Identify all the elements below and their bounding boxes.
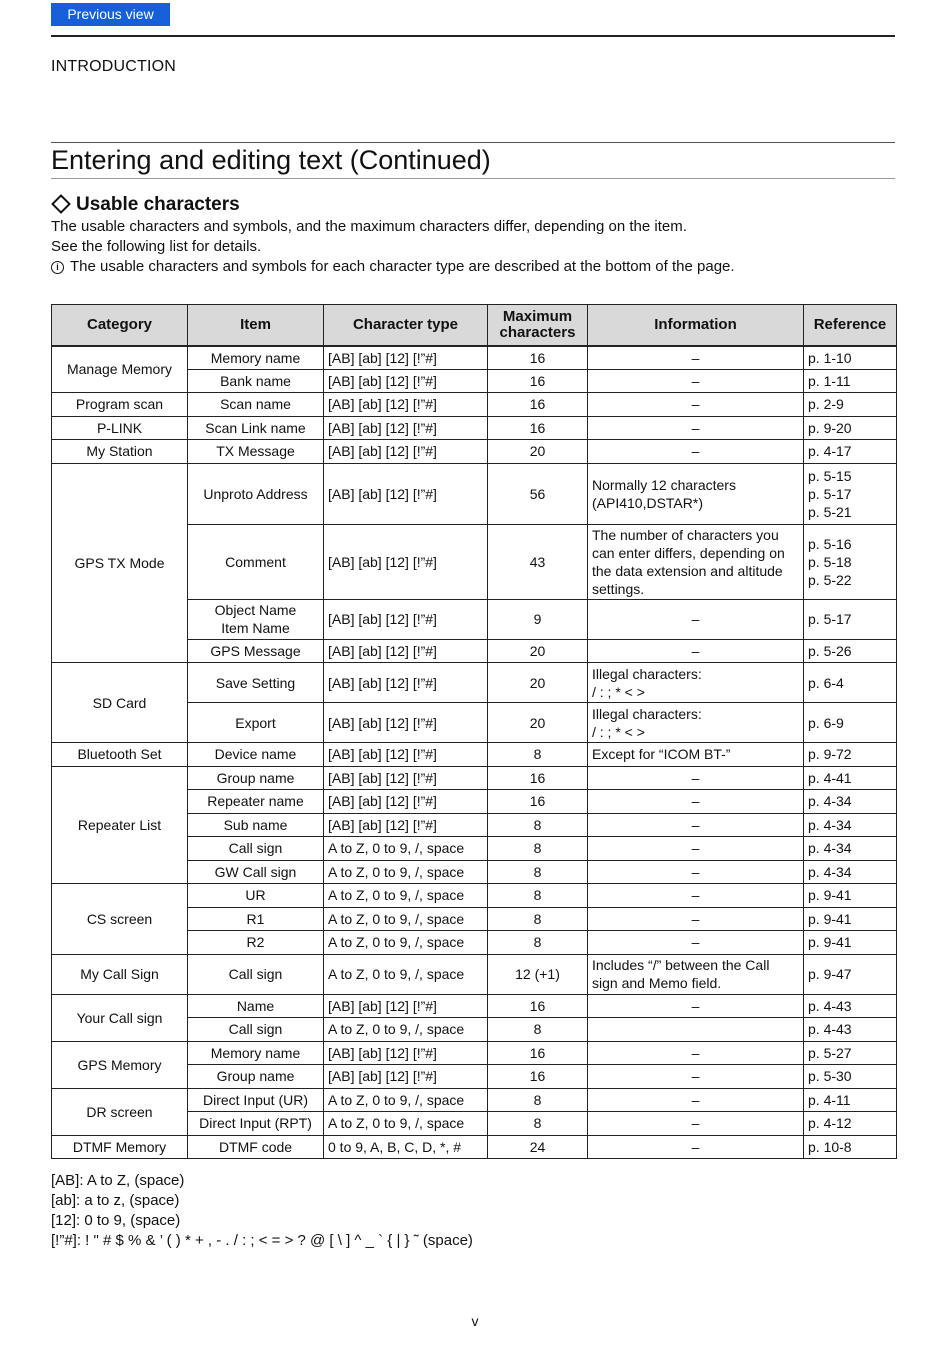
reference-cell-line: p. 5-17 bbox=[808, 485, 852, 502]
intro-note bbox=[51, 258, 735, 275]
reference-cell: p. 9-41 bbox=[804, 907, 897, 931]
character-type-cell: [AB] [ab] [12] [!”#] bbox=[324, 599, 488, 639]
character-type-cell: [AB] [ab] [12] [!”#] bbox=[324, 346, 488, 370]
information-cell-line: Normally 12 characters bbox=[592, 476, 736, 493]
table-row bbox=[52, 463, 897, 524]
item-cell: TX Message bbox=[188, 440, 324, 464]
usable-characters-table bbox=[51, 304, 897, 1159]
reference-cell: p. 4-17 bbox=[804, 440, 897, 464]
table-row bbox=[52, 1041, 897, 1065]
max-characters-cell: 8 bbox=[488, 837, 588, 861]
information-cell: – bbox=[588, 440, 804, 464]
information-cell: – bbox=[588, 766, 804, 790]
table-row bbox=[52, 743, 897, 767]
character-type-cell: A to Z, 0 to 9, /, space bbox=[324, 1088, 488, 1112]
information-cell-line: Illegal characters: bbox=[592, 705, 702, 722]
information-cell-line: The number of characters you bbox=[592, 526, 779, 543]
item-cell: Sub name bbox=[188, 813, 324, 837]
reference-cell: p. 5-17 bbox=[804, 599, 897, 639]
category-cell: Manage Memory bbox=[52, 346, 188, 393]
information-cell: – bbox=[588, 790, 804, 814]
max-characters-cell: 8 bbox=[488, 907, 588, 931]
reference-cell-line: p. 5-18 bbox=[808, 553, 852, 570]
category-cell: Repeater List bbox=[52, 766, 188, 884]
category-cell: DTMF Memory bbox=[52, 1135, 188, 1159]
info-icon: i bbox=[51, 261, 64, 274]
category-cell: GPS TX Mode bbox=[52, 463, 188, 663]
max-characters-cell: 8 bbox=[488, 931, 588, 955]
max-characters-cell: 8 bbox=[488, 743, 588, 767]
reference-cell: p. 4-34 bbox=[804, 837, 897, 861]
reference-cell: p. 1-10 bbox=[804, 346, 897, 370]
reference-cell-line: p. 5-16 bbox=[808, 535, 852, 552]
character-type-cell: [AB] [ab] [12] [!”#] bbox=[324, 663, 488, 703]
information-cell: – bbox=[588, 994, 804, 1018]
item-cell: Scan Link name bbox=[188, 416, 324, 440]
information-cell: – bbox=[588, 907, 804, 931]
information-cell: – bbox=[588, 393, 804, 417]
information-cell-line: settings. bbox=[592, 580, 645, 597]
information-cell: – bbox=[588, 931, 804, 955]
item-cell: Call sign bbox=[188, 954, 324, 994]
information-cell: – bbox=[588, 837, 804, 861]
category-cell: My Call Sign bbox=[52, 954, 188, 994]
information-cell: – bbox=[588, 416, 804, 440]
table-header-row bbox=[52, 305, 897, 346]
information-cell-line: can enter differs, depending on bbox=[592, 544, 785, 561]
information-cell: – bbox=[588, 1135, 804, 1159]
legend-line: [!”#]: ! " # $ % & ’ ( ) * + , - . / : ; < = > ? @ [ \ ] ^ _ ` { | } ˜ (space) bbox=[51, 1232, 473, 1249]
max-characters-cell: 16 bbox=[488, 346, 588, 370]
information-cell: – bbox=[588, 599, 804, 639]
reference-cell: p. 2-9 bbox=[804, 393, 897, 417]
table-row bbox=[52, 416, 897, 440]
max-characters-cell: 8 bbox=[488, 813, 588, 837]
item-cell: GPS Message bbox=[188, 639, 324, 663]
information-cell bbox=[588, 954, 804, 994]
item-cell: Call sign bbox=[188, 837, 324, 861]
max-characters-cell: 8 bbox=[488, 860, 588, 884]
col-header-character-type: Character type bbox=[324, 305, 488, 346]
reference-cell: p. 9-47 bbox=[804, 954, 897, 994]
reference-cell: p. 1-11 bbox=[804, 369, 897, 393]
reference-cell: p. 5-27 bbox=[804, 1041, 897, 1065]
category-cell: DR screen bbox=[52, 1088, 188, 1135]
information-cell bbox=[588, 663, 804, 703]
information-cell-line: the data extension and altitude bbox=[592, 562, 783, 579]
col-header-reference: Reference bbox=[804, 305, 897, 346]
character-type-cell: [AB] [ab] [12] [!”#] bbox=[324, 1041, 488, 1065]
item-cell: Group name bbox=[188, 1065, 324, 1089]
information-cell-line: (API410,DSTAR*) bbox=[592, 494, 703, 511]
max-characters-cell: 16 bbox=[488, 393, 588, 417]
reference-cell: p. 6-4 bbox=[804, 663, 897, 703]
reference-cell: p. 4-41 bbox=[804, 766, 897, 790]
max-characters-cell: 12 (+1) bbox=[488, 954, 588, 994]
character-type-cell: [AB] [ab] [12] [!”#] bbox=[324, 994, 488, 1018]
character-type-cell: A to Z, 0 to 9, /, space bbox=[324, 954, 488, 994]
information-cell bbox=[588, 703, 804, 743]
reference-cell: p. 10-8 bbox=[804, 1135, 897, 1159]
reference-cell: p. 4-34 bbox=[804, 790, 897, 814]
table-row bbox=[52, 884, 897, 908]
item-cell: Bank name bbox=[188, 369, 324, 393]
col-header-maximum-characters: Maximum characters bbox=[488, 305, 588, 346]
max-characters-cell: 16 bbox=[488, 369, 588, 393]
information-cell: – bbox=[588, 884, 804, 908]
reference-cell: p. 4-11 bbox=[804, 1088, 897, 1112]
item-cell: Name bbox=[188, 994, 324, 1018]
information-cell-line: / : ; * < > bbox=[592, 683, 645, 700]
character-type-cell: A to Z, 0 to 9, /, space bbox=[324, 931, 488, 955]
item-cell: Unproto Address bbox=[188, 463, 324, 524]
character-type-cell: [AB] [ab] [12] [!”#] bbox=[324, 813, 488, 837]
item-cell: Call sign bbox=[188, 1018, 324, 1042]
character-type-cell: A to Z, 0 to 9, /, space bbox=[324, 907, 488, 931]
diamond-bullet-icon bbox=[51, 194, 71, 214]
max-characters-cell: 8 bbox=[488, 1088, 588, 1112]
category-cell: Program scan bbox=[52, 393, 188, 417]
item-cell-line: Object Name bbox=[214, 602, 297, 618]
max-characters-cell: 16 bbox=[488, 1041, 588, 1065]
intro-line: The usable characters and symbols, and the maximum characters differ, depending on the item. bbox=[51, 218, 687, 235]
character-type-cell: [AB] [ab] [12] [!”#] bbox=[324, 524, 488, 599]
character-type-cell: [AB] [ab] [12] [!”#] bbox=[324, 369, 488, 393]
table-row bbox=[52, 663, 897, 703]
item-cell bbox=[188, 599, 324, 639]
previous-view-button[interactable]: Previous view bbox=[51, 3, 170, 26]
col-header-category: Category bbox=[52, 305, 188, 346]
reference-cell: p. 4-12 bbox=[804, 1112, 897, 1136]
max-characters-cell: 9 bbox=[488, 599, 588, 639]
table-row bbox=[52, 1135, 897, 1159]
item-cell: R1 bbox=[188, 907, 324, 931]
category-cell: SD Card bbox=[52, 663, 188, 743]
max-characters-cell: 20 bbox=[488, 663, 588, 703]
reference-cell bbox=[804, 463, 897, 524]
item-cell: DTMF code bbox=[188, 1135, 324, 1159]
information-cell: – bbox=[588, 369, 804, 393]
character-type-cell: 0 to 9, A, B, C, D, *, # bbox=[324, 1135, 488, 1159]
subheading-text: Usable characters bbox=[76, 194, 240, 215]
character-legend bbox=[51, 1171, 473, 1251]
max-characters-cell: 43 bbox=[488, 524, 588, 599]
section-label: INTRODUCTION bbox=[51, 58, 177, 75]
information-cell: – bbox=[588, 1065, 804, 1089]
information-cell-line: / : ; * < > bbox=[592, 723, 645, 740]
col-header-information: Information bbox=[588, 305, 804, 346]
reference-cell-line: p. 5-21 bbox=[808, 503, 852, 520]
table-row bbox=[52, 766, 897, 790]
col-header-item: Item bbox=[188, 305, 324, 346]
character-type-cell: [AB] [ab] [12] [!”#] bbox=[324, 393, 488, 417]
max-characters-cell: 16 bbox=[488, 1065, 588, 1089]
reference-cell: p. 9-72 bbox=[804, 743, 897, 767]
max-characters-cell: 16 bbox=[488, 790, 588, 814]
character-type-cell: A to Z, 0 to 9, /, space bbox=[324, 837, 488, 861]
item-cell-line: Item Name bbox=[221, 620, 290, 636]
legend-line: [AB]: A to Z, (space) bbox=[51, 1172, 185, 1189]
max-characters-cell: 20 bbox=[488, 639, 588, 663]
page-number: v bbox=[471, 1313, 479, 1329]
title-bottom-rule bbox=[51, 178, 895, 179]
information-cell bbox=[588, 524, 804, 599]
character-type-cell: [AB] [ab] [12] [!”#] bbox=[324, 743, 488, 767]
information-cell-line: Includes “/” between the Call bbox=[592, 957, 770, 973]
category-cell: Your Call sign bbox=[52, 994, 188, 1041]
character-type-cell: [AB] [ab] [12] [!”#] bbox=[324, 463, 488, 524]
item-cell: Direct Input (UR) bbox=[188, 1088, 324, 1112]
max-characters-cell: 24 bbox=[488, 1135, 588, 1159]
reference-cell: p. 4-34 bbox=[804, 860, 897, 884]
reference-cell: p. 6-9 bbox=[804, 703, 897, 743]
table-row bbox=[52, 393, 897, 417]
information-cell: – bbox=[588, 346, 804, 370]
max-characters-cell: 20 bbox=[488, 703, 588, 743]
reference-cell: p. 9-20 bbox=[804, 416, 897, 440]
max-characters-cell: 8 bbox=[488, 1112, 588, 1136]
table-row bbox=[52, 994, 897, 1018]
item-cell: Memory name bbox=[188, 1041, 324, 1065]
reference-cell-line: p. 5-22 bbox=[808, 571, 852, 588]
reference-cell-line: p. 5-15 bbox=[808, 467, 852, 484]
information-cell-line: sign and Memo field. bbox=[592, 975, 722, 991]
item-cell: Save Setting bbox=[188, 663, 324, 703]
information-cell-line: Illegal characters: bbox=[592, 665, 702, 682]
item-cell: Repeater name bbox=[188, 790, 324, 814]
table-row bbox=[52, 346, 897, 370]
category-cell: P-LINK bbox=[52, 416, 188, 440]
max-characters-cell: 16 bbox=[488, 766, 588, 790]
character-type-cell: A to Z, 0 to 9, /, space bbox=[324, 884, 488, 908]
item-cell: Scan name bbox=[188, 393, 324, 417]
item-cell: Memory name bbox=[188, 346, 324, 370]
information-cell bbox=[588, 463, 804, 524]
table-row bbox=[52, 440, 897, 464]
item-cell: Device name bbox=[188, 743, 324, 767]
intro-note-text: The usable characters and symbols for each character type are described at the bottom of the page. bbox=[70, 258, 735, 275]
table-row bbox=[52, 1088, 897, 1112]
character-type-cell: [AB] [ab] [12] [!”#] bbox=[324, 1065, 488, 1089]
item-cell: Export bbox=[188, 703, 324, 743]
information-cell: – bbox=[588, 813, 804, 837]
intro-line: See the following list for details. bbox=[51, 238, 262, 255]
character-type-cell: [AB] [ab] [12] [!”#] bbox=[324, 790, 488, 814]
header-rule bbox=[51, 35, 895, 37]
character-type-cell: [AB] [ab] [12] [!”#] bbox=[324, 766, 488, 790]
max-characters-cell: 16 bbox=[488, 416, 588, 440]
page-title: Entering and editing text (Continued) bbox=[51, 145, 491, 175]
reference-cell: p. 5-30 bbox=[804, 1065, 897, 1089]
character-type-cell: [AB] [ab] [12] [!”#] bbox=[324, 639, 488, 663]
character-type-cell: [AB] [ab] [12] [!”#] bbox=[324, 440, 488, 464]
max-characters-cell: 16 bbox=[488, 994, 588, 1018]
character-type-cell: A to Z, 0 to 9, /, space bbox=[324, 1018, 488, 1042]
character-type-cell: [AB] [ab] [12] [!”#] bbox=[324, 703, 488, 743]
category-cell: GPS Memory bbox=[52, 1041, 188, 1088]
reference-cell: p. 5-26 bbox=[804, 639, 897, 663]
table-row bbox=[52, 954, 897, 994]
category-cell: CS screen bbox=[52, 884, 188, 955]
item-cell: GW Call sign bbox=[188, 860, 324, 884]
max-characters-cell: 20 bbox=[488, 440, 588, 464]
max-characters-cell: 8 bbox=[488, 1018, 588, 1042]
item-cell: R2 bbox=[188, 931, 324, 955]
information-cell bbox=[588, 1018, 804, 1042]
category-cell: My Station bbox=[52, 440, 188, 464]
character-type-cell: A to Z, 0 to 9, /, space bbox=[324, 1112, 488, 1136]
information-cell: – bbox=[588, 1041, 804, 1065]
information-cell: – bbox=[588, 1088, 804, 1112]
character-type-cell: [AB] [ab] [12] [!”#] bbox=[324, 416, 488, 440]
information-cell: – bbox=[588, 639, 804, 663]
reference-cell: p. 4-43 bbox=[804, 994, 897, 1018]
reference-cell: p. 4-34 bbox=[804, 813, 897, 837]
max-characters-cell: 56 bbox=[488, 463, 588, 524]
item-cell: Direct Input (RPT) bbox=[188, 1112, 324, 1136]
reference-cell: p. 9-41 bbox=[804, 884, 897, 908]
legend-line: [ab]: a to z, (space) bbox=[51, 1192, 180, 1209]
reference-cell bbox=[804, 524, 897, 599]
reference-cell: p. 9-41 bbox=[804, 931, 897, 955]
item-cell: Group name bbox=[188, 766, 324, 790]
information-cell: Except for “ICOM BT-” bbox=[588, 743, 804, 767]
information-cell: – bbox=[588, 1112, 804, 1136]
category-cell: Bluetooth Set bbox=[52, 743, 188, 767]
character-type-cell: A to Z, 0 to 9, /, space bbox=[324, 860, 488, 884]
reference-cell: p. 4-43 bbox=[804, 1018, 897, 1042]
legend-line: [12]: 0 to 9, (space) bbox=[51, 1212, 181, 1229]
subheading bbox=[51, 194, 240, 216]
item-cell: UR bbox=[188, 884, 324, 908]
max-characters-cell: 8 bbox=[488, 884, 588, 908]
item-cell: Comment bbox=[188, 524, 324, 599]
information-cell: – bbox=[588, 860, 804, 884]
